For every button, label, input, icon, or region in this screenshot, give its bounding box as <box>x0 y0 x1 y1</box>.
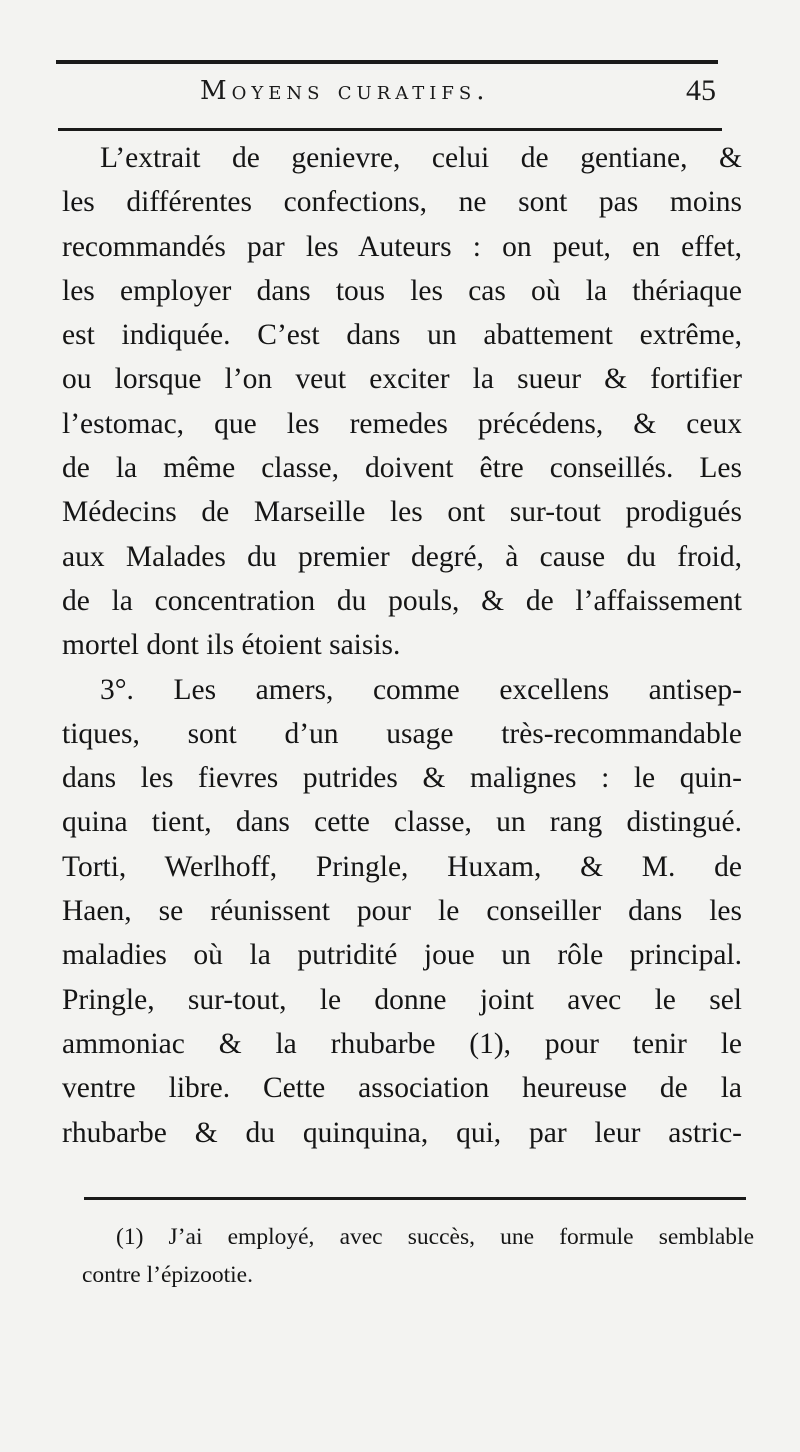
text-line: aux Malades du premier degré, à cause du froid, <box>62 540 742 573</box>
text-line: tiques, sont d’un usage très-recommandable <box>62 717 742 750</box>
text-line: l’estomac, que les remedes précédens, & ceux <box>62 407 742 440</box>
footnote-line: contre l’épizootie. <box>82 1262 253 1288</box>
text-line: est indiquée. C’est dans un abattement extrême, <box>62 319 742 352</box>
text-line: de la concentration du pouls, & de l’affaissement <box>62 584 742 617</box>
text-line: de la même classe, doivent être conseillés. Les <box>62 452 742 485</box>
text-line: Haen, se réunissent pour le conseiller dans les <box>62 895 742 928</box>
text-line: L’extrait de genievre, celui de gentiane, & <box>100 142 742 174</box>
page-number: 45 <box>686 74 716 107</box>
text-line: Torti, Werlhoff, Pringle, Huxam, & M. de <box>62 850 742 883</box>
text-line: ammoniac & la rhubarbe (1), pour tenir le <box>62 1027 742 1060</box>
text-line: maladies où la putridité joue un rôle principal. <box>62 939 742 972</box>
text-line: ou lorsque l’on veut exciter la sueur & fortifier <box>62 363 742 396</box>
text-line: ventre libre. Cette association heureuse de la <box>62 1072 742 1105</box>
text-line: recommandés par les Auteurs : on peut, en effet, <box>62 230 742 263</box>
running-head-title: Moyens curatifs. <box>200 76 490 106</box>
text-line: Médecins de Marseille les ont sur-tout prodigués <box>62 496 742 529</box>
text-line: les différentes confections, ne sont pas moins <box>62 186 742 219</box>
text-line: quina tient, dans cette classe, un rang distingué. <box>62 806 742 839</box>
text-line: 3°. Les amers, comme excellens antisep- <box>100 673 742 706</box>
footnote-rule <box>84 1197 746 1200</box>
text-line: dans les fievres putrides & malignes : le quin- <box>62 762 742 795</box>
footnote-line: (1) J’ai employé, avec succès, une formule semblable <box>116 1224 754 1250</box>
text-line: les employer dans tous les cas où la thériaque <box>62 274 742 307</box>
top-rule <box>56 60 718 64</box>
text-line: Pringle, sur-tout, le donne joint avec le sel <box>62 983 742 1016</box>
header-rule <box>58 128 722 131</box>
text-line: mortel dont ils étoient saisis. <box>62 629 401 662</box>
body-text <box>62 136 742 1155</box>
text-line: rhubarbe & du quinquina, qui, par leur astric- <box>62 1116 742 1149</box>
footnote <box>82 1218 754 1294</box>
